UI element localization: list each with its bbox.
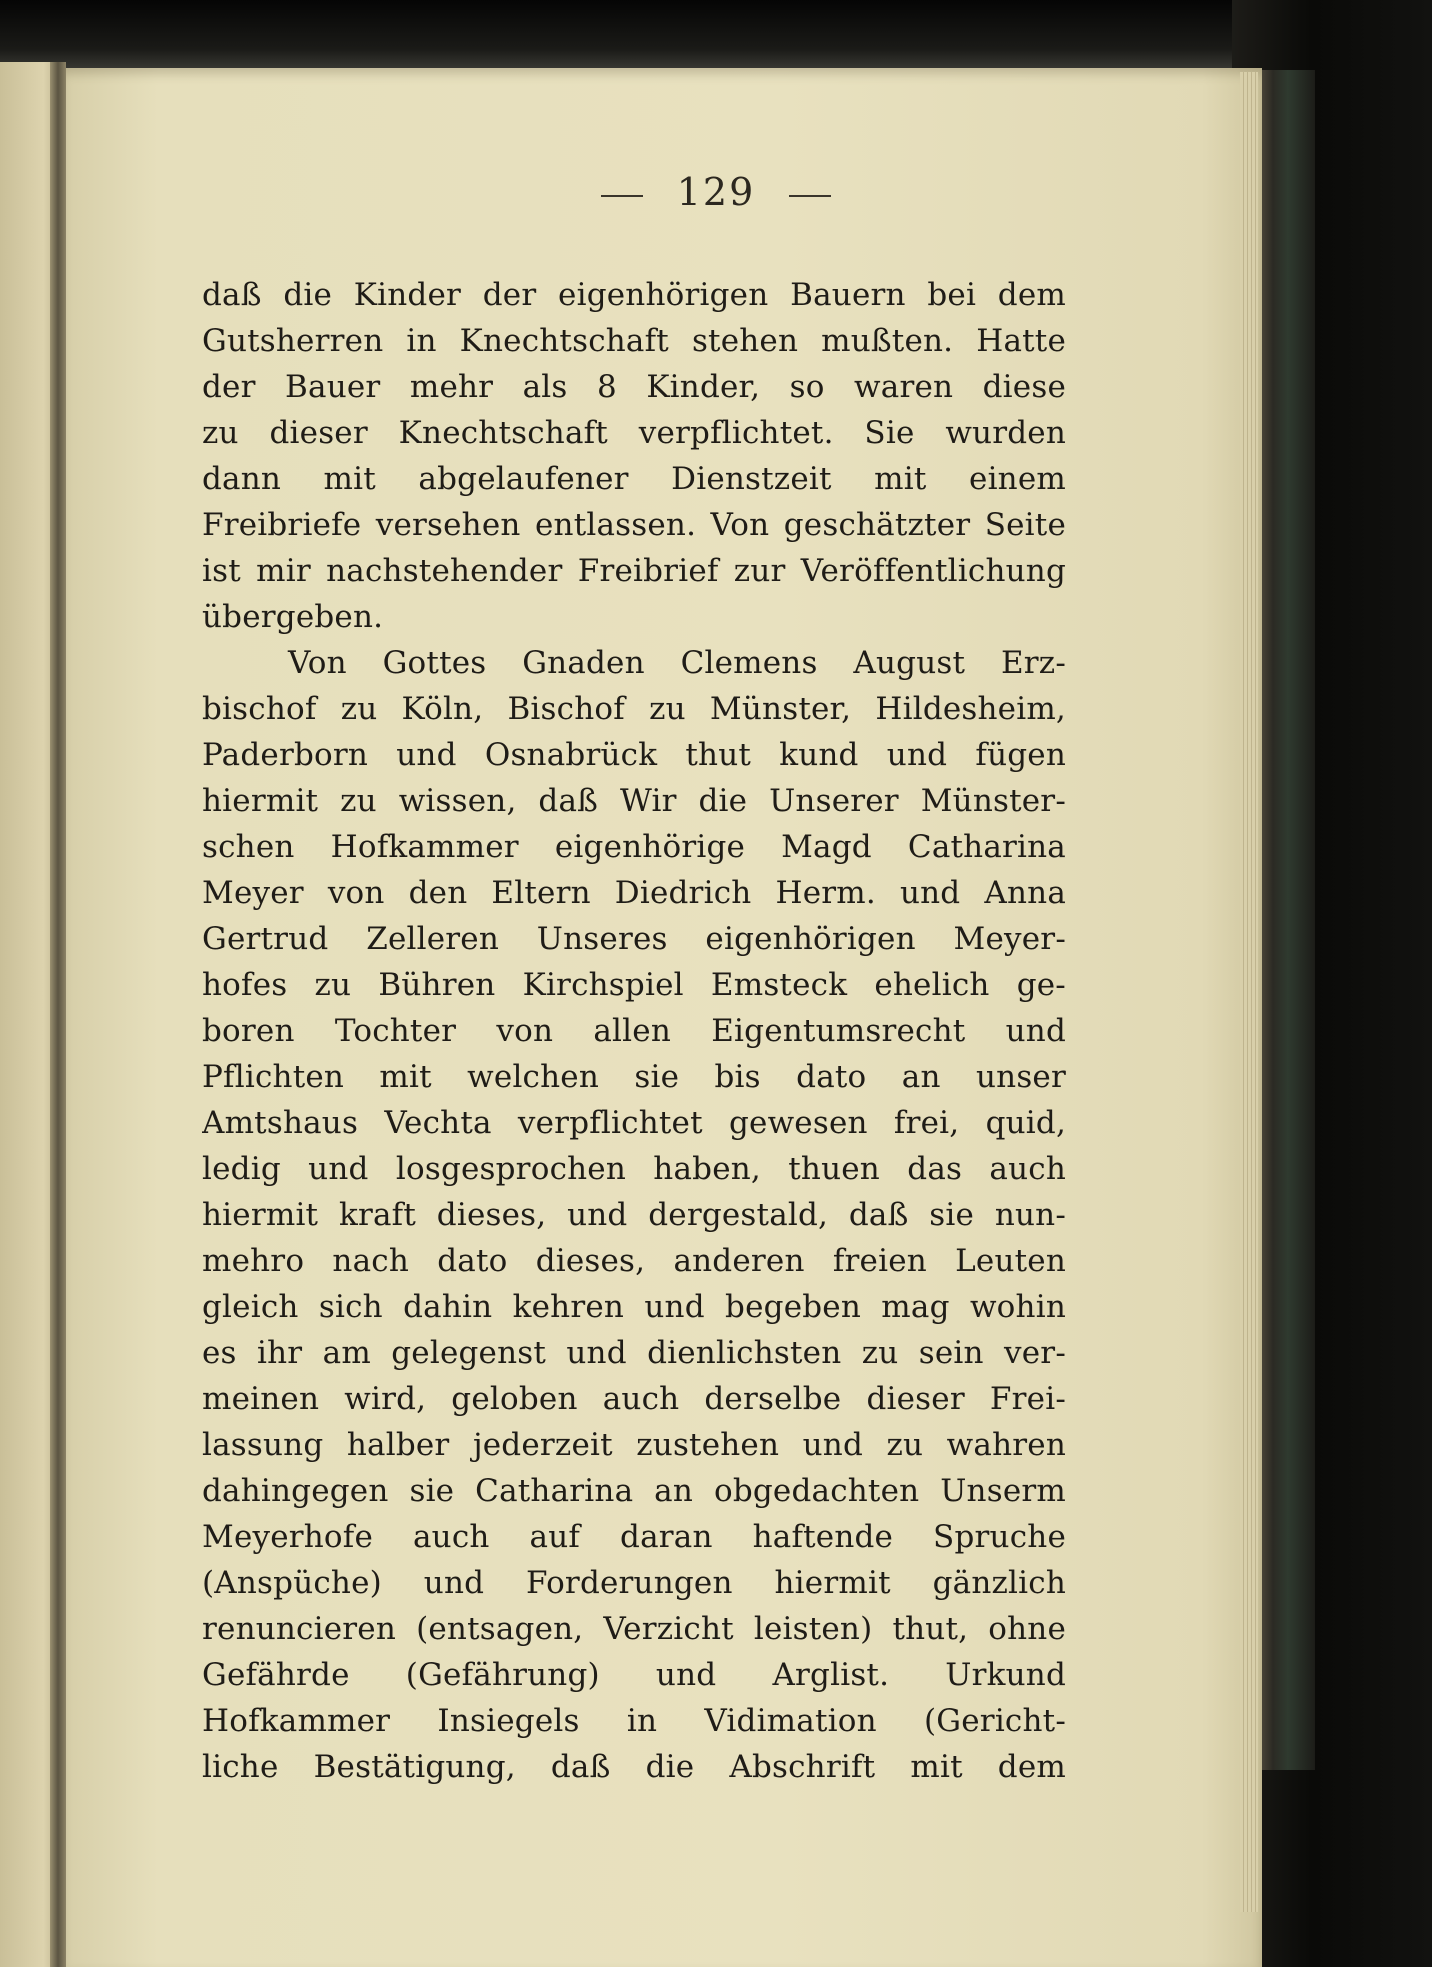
text-line: Gertrud Zelleren Unseres eigenhörigen Meyer- bbox=[202, 921, 1066, 957]
text-line: (Anspüche) und Forderungen hiermit gänzlich bbox=[202, 1565, 1066, 1601]
text-line: meinen wird, geloben auch derselbe dieser Frei- bbox=[202, 1381, 1066, 1417]
text-line: lassung halber jederzeit zustehen und zu wahren bbox=[202, 1427, 1066, 1463]
page-number-value: 129 bbox=[676, 170, 756, 214]
text-line: Amtshaus Vechta verpflichtet gewesen frei, quid, bbox=[202, 1105, 1066, 1141]
text-line: dahingegen sie Catharina an obgedachten Unserm bbox=[202, 1473, 1066, 1509]
page-number-dash-left bbox=[601, 195, 643, 197]
text-line: schen Hofkammer eigenhörige Magd Catharina bbox=[202, 829, 1066, 865]
book-cover-edge bbox=[1255, 70, 1315, 1770]
text-line: hiermit kraft dieses, und dergestald, daß sie nun- bbox=[202, 1197, 1066, 1233]
text-line: hofes zu Bühren Kirchspiel Emsteck ehelich ge- bbox=[202, 967, 1066, 1003]
text-line: liche Bestätigung, daß die Abschrift mit dem bbox=[202, 1749, 1066, 1785]
text-line: ledig und losgesprochen haben, thuen das auch bbox=[202, 1151, 1066, 1187]
book-gutter bbox=[50, 62, 66, 1967]
text-line: dann mit abgelaufener Dienstzeit mit einem bbox=[202, 461, 1066, 497]
text-line: übergeben. bbox=[202, 599, 384, 635]
text-line: es ihr am gelegenst und dienlichsten zu sein ver- bbox=[202, 1335, 1066, 1371]
text-line: Paderborn und Osnabrück thut kund und fügen bbox=[202, 737, 1066, 773]
text-line: gleich sich dahin kehren und begeben mag wohin bbox=[202, 1289, 1066, 1325]
text-line: Meyerhofe auch auf daran haftende Spruche bbox=[202, 1519, 1066, 1555]
text-line: Von Gottes Gnaden Clemens August Erz- bbox=[288, 645, 1066, 681]
text-line: Hofkammer Insiegels in Vidimation (Gericht- bbox=[202, 1703, 1066, 1739]
text-line: boren Tochter von allen Eigentumsrecht und bbox=[202, 1013, 1066, 1049]
text-line: hiermit zu wissen, daß Wir die Unserer Münster- bbox=[202, 783, 1066, 819]
page-stack-edge bbox=[1240, 72, 1258, 1912]
text-line: zu dieser Knechtschaft verpflichtet. Sie wurden bbox=[202, 415, 1066, 451]
text-line: mehro nach dato dieses, anderen freien Leuten bbox=[202, 1243, 1066, 1279]
scan-background-top bbox=[0, 0, 1432, 70]
text-line: Gefährde (Gefährung) und Arglist. Urkund bbox=[202, 1657, 1066, 1693]
text-line: daß die Kinder der eigenhörigen Bauern bei dem bbox=[202, 277, 1066, 313]
text-line: Meyer von den Eltern Diedrich Herm. und Anna bbox=[202, 875, 1066, 911]
text-line: ist mir nachstehender Freibrief zur Veröffentlichung bbox=[202, 553, 1066, 589]
page-number-dash-right bbox=[789, 195, 831, 197]
page-number bbox=[0, 170, 1432, 214]
text-line: Gutsherren in Knechtschaft stehen mußten. Hatte bbox=[202, 323, 1066, 359]
text-line: Freibriefe versehen entlassen. Von geschätzter Seite bbox=[202, 507, 1066, 543]
text-line: bischof zu Köln, Bischof zu Münster, Hildesheim, bbox=[202, 691, 1066, 727]
body-text bbox=[202, 272, 1066, 1790]
text-line: Pflichten mit welchen sie bis dato an unser bbox=[202, 1059, 1066, 1095]
text-line: der Bauer mehr als 8 Kinder, so waren diese bbox=[202, 369, 1066, 405]
text-line: renuncieren (entsagen, Verzicht leisten) thut, ohne bbox=[202, 1611, 1066, 1647]
